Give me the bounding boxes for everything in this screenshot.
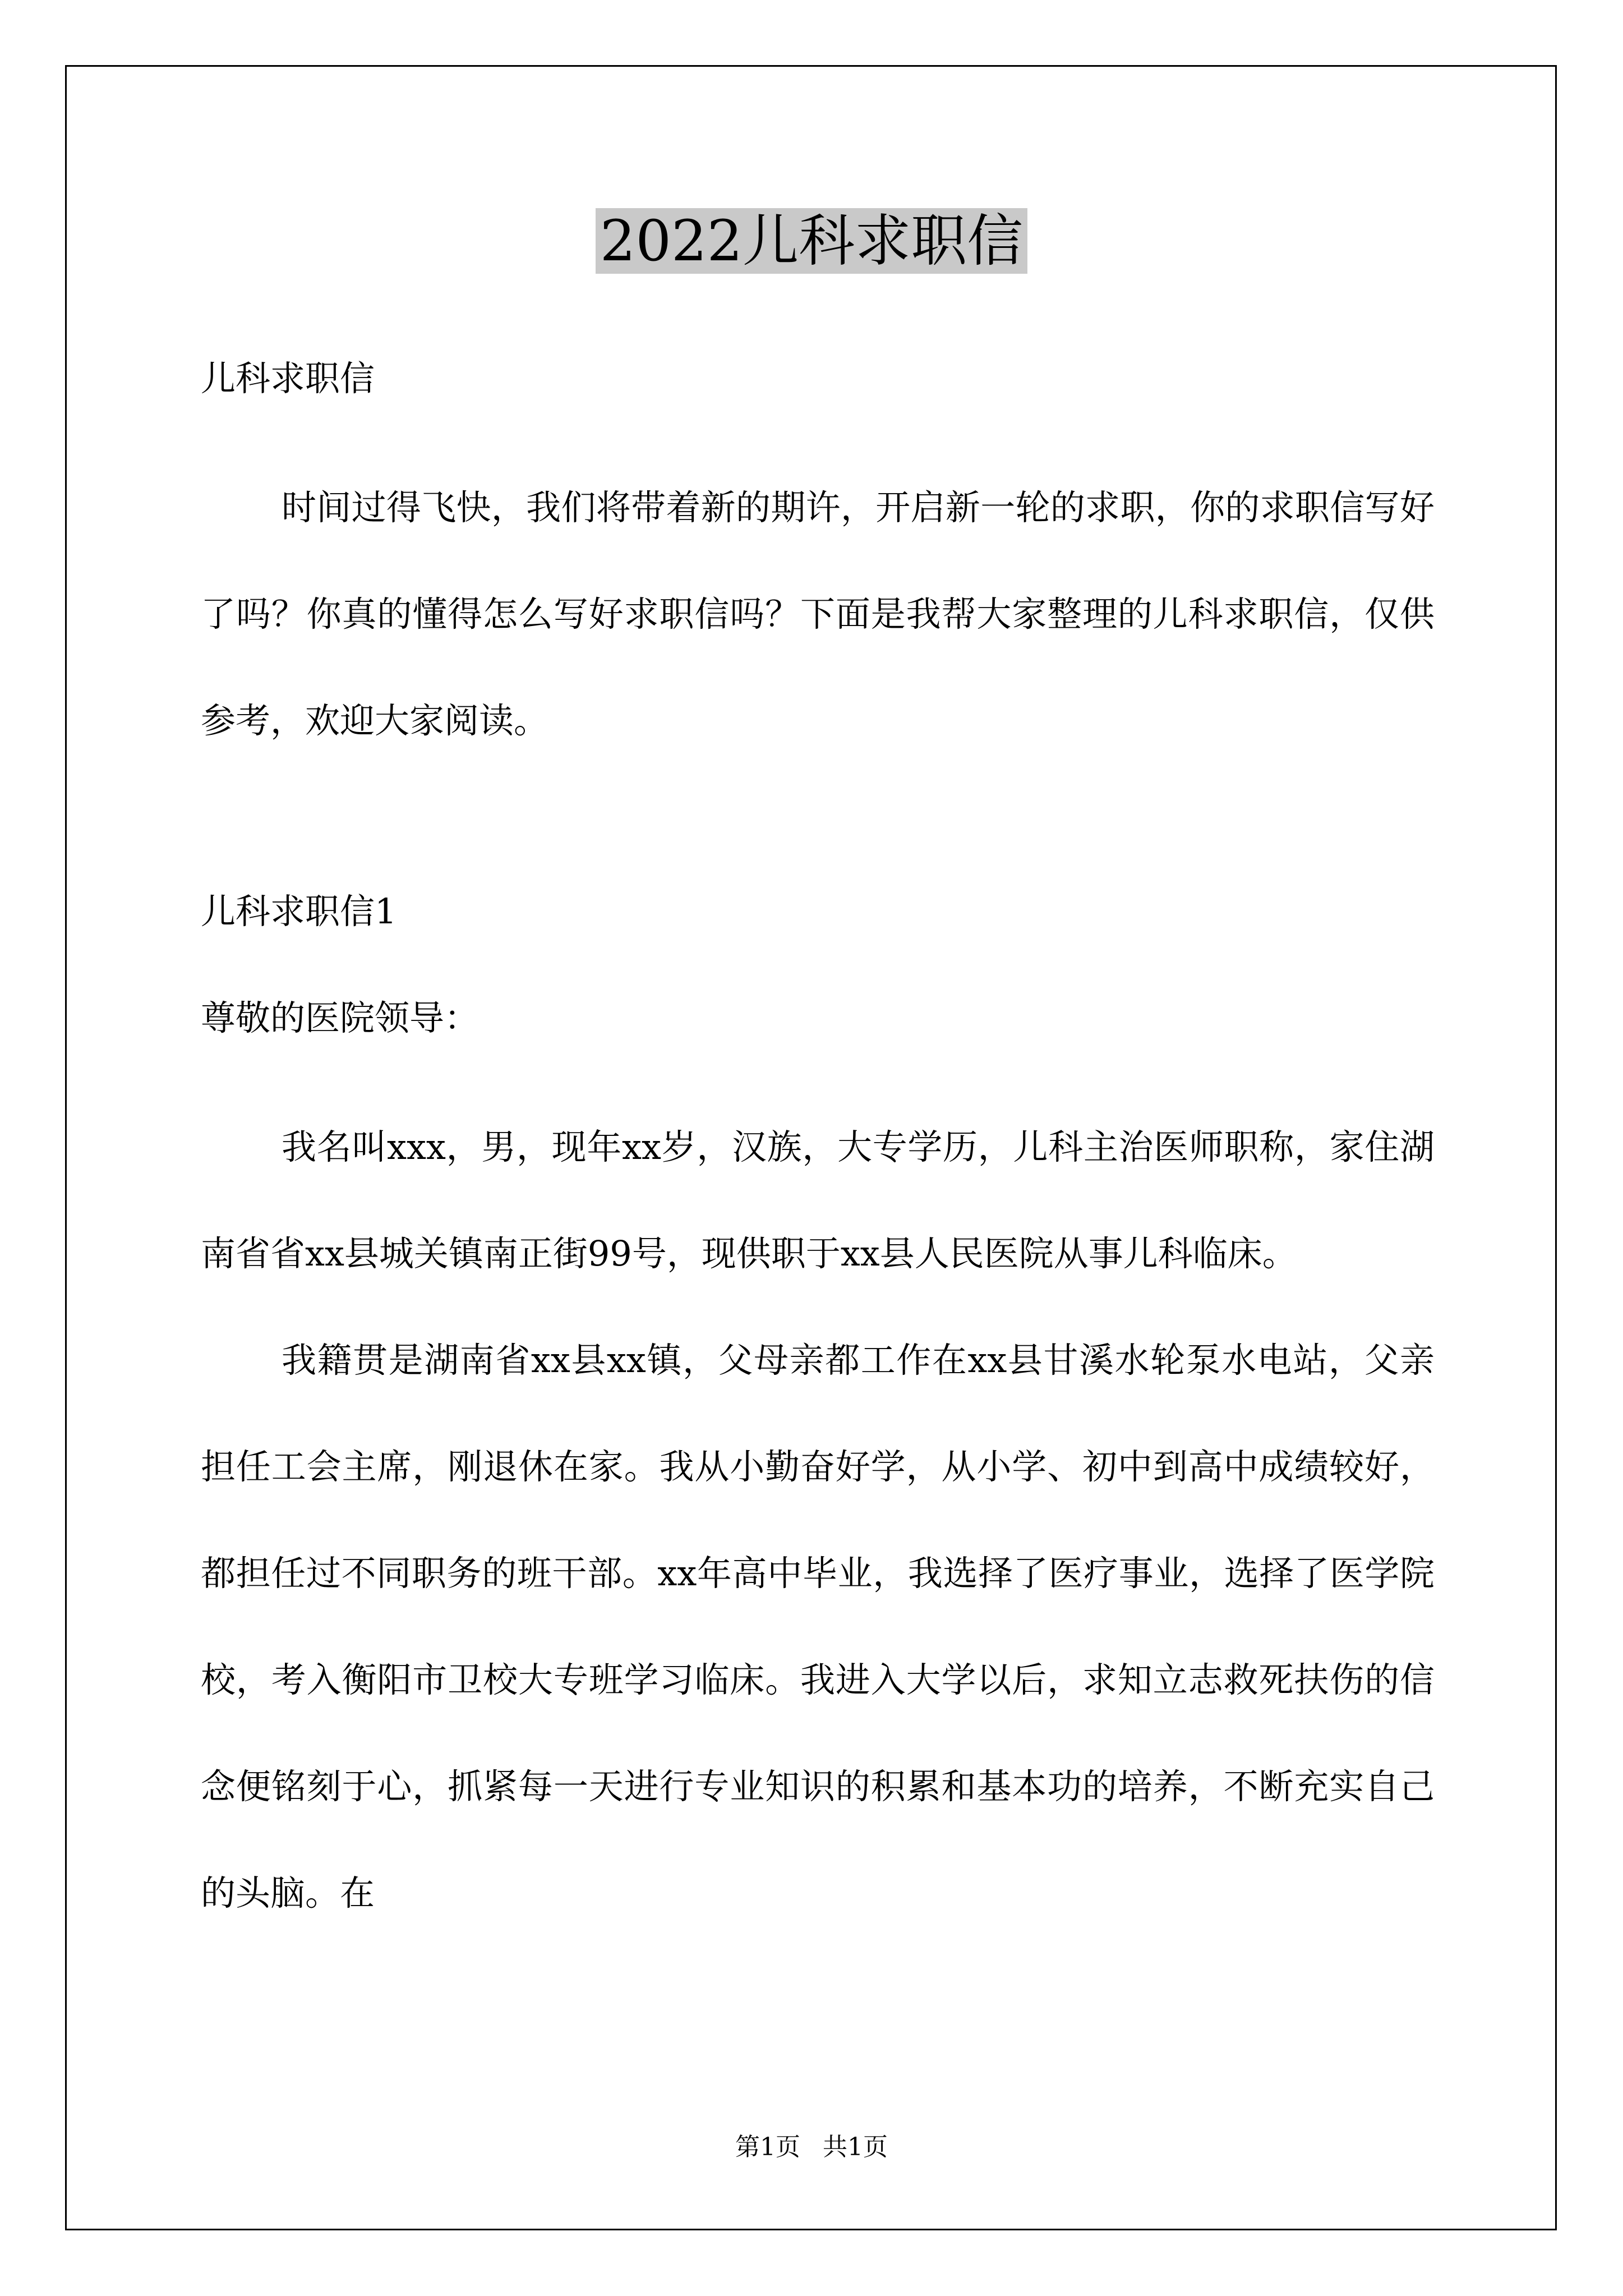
- body-paragraph-1: 我名叫xxx，男，现年xx岁，汉族，大专学历，儿科主治医师职称，家住湖南省省xx县城关镇南正街99号，现供职于xx县人民医院从事儿科临床。: [201, 1126, 1435, 1274]
- page-footer: [0, 2131, 1623, 2164]
- page-number-total: 共1页: [823, 2133, 888, 2161]
- document-body: [201, 348, 1435, 1947]
- body-paragraph-2: 我籍贯是湖南省xx县xx镇，父母亲都工作在xx县甘溪水轮泵水电站，父亲担任工会主席，刚退休在家。我从小勤奋好学，从小学、初中到高中成绩较好，都担任过不同职务的班干部。xx年高中毕业，我选择了医疗事业，选择了医学院校，考入衡阳市卫校大专班学习临床。我进入大学以后，求知立志救死扶伤的信念便铭刻于心，抓紧每一天进行专业知识的积累和基本功的培养，不断充实自己的头脑。在: [201, 1340, 1435, 1913]
- document-subtitle: 儿科求职信: [201, 358, 375, 399]
- document-title: [0, 202, 1623, 280]
- salutation: 尊敬的医院领导：: [201, 997, 479, 1038]
- document-title-text: 2022儿科求职信: [596, 208, 1028, 274]
- section-heading: 儿科求职信1: [201, 891, 397, 932]
- page-number-current: 第1页: [735, 2133, 800, 2161]
- blank-line: [201, 774, 1435, 881]
- intro-paragraph: 时间过得飞快，我们将带着新的期许，开启新一轮的求职，你的求职信写好了吗？你真的懂得怎么写好求职信吗？下面是我帮大家整理的儿科求职信，仅供参考，欢迎大家阅读。: [201, 487, 1435, 741]
